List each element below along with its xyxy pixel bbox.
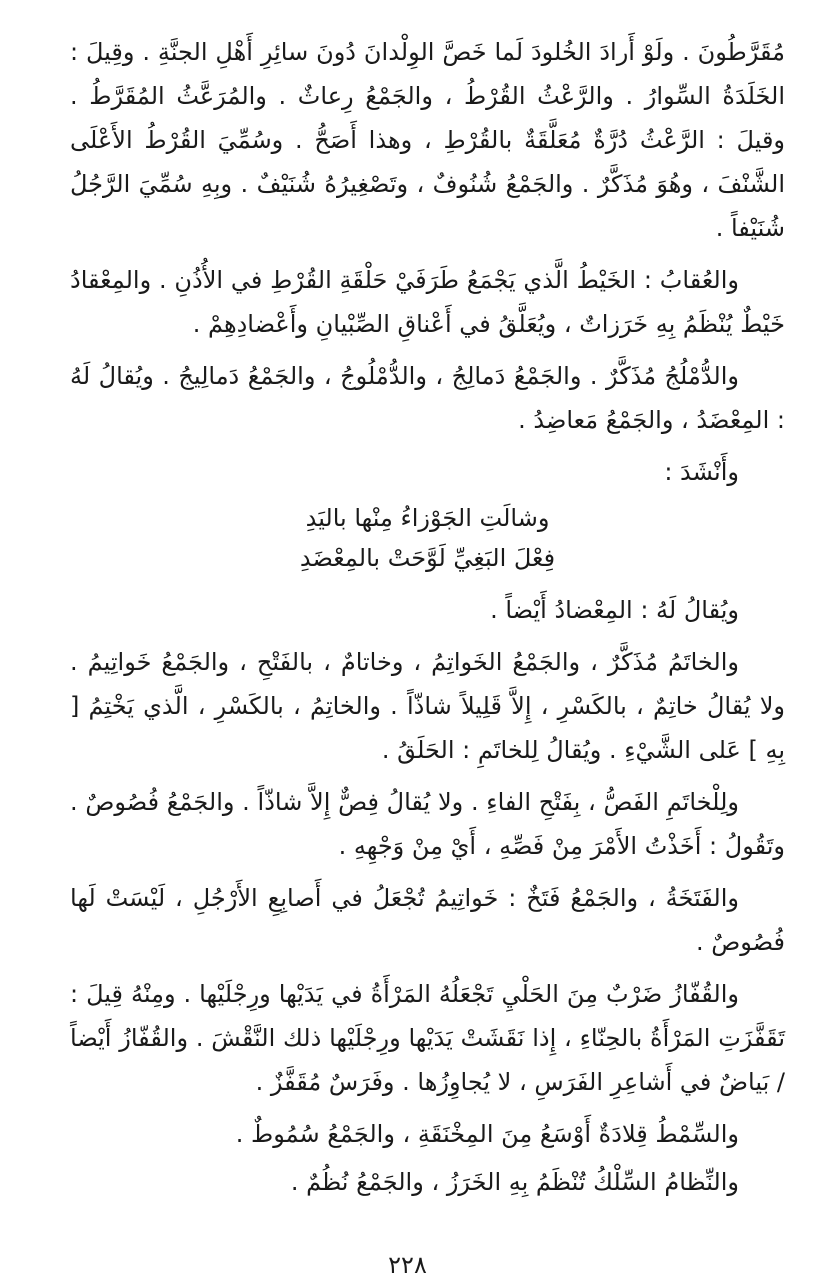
paragraph-khatam: والخاتَمُ مُذَكَّرٌ ، والجَمْعُ الخَواتِمُ ، وخاتامٌ ، بالفَتْحِ ، والجَمْعُ خَواتِيمُ . ولا يُقالُ خاتِمٌ ، بالكَسْرِ ، إِلاَّ قَلِيلاً شاذّاً . والخاتِمُ ، بالكَسْرِ ، الَّذي يَخْتِمُ [ بِهِ ] عَلى الشَّيْءِ . ويُقالُ لِلخاتَمِ : الحَلَقُ .: [70, 648, 785, 764]
anshad-label: وأَنْشَدَ :: [664, 458, 739, 486]
paragraph-midad: ويُقالُ لَهُ : المِعْضادُ أَيْضاً .: [490, 596, 739, 624]
paragraph-fatakha: والفَتَخَةُ ، والجَمْعُ فَتَخٌ : خَواتِيمُ تُجْعَلُ في أَصابِعِ الأَرْجُلِ ، لَيْسَتْ لَها فُصُوصٌ .: [70, 884, 785, 956]
verse-line-2: فِعْلَ البَغِيِّ لَوَّحَتْ بالمِعْضَدِ: [299, 544, 556, 572]
paragraph-simt: والسِّمْطُ قِلادَةٌ أَوْسَعُ مِنَ المِخْنَقَةِ ، والجَمْعُ سُمُوطٌ .: [235, 1120, 739, 1148]
paragraph-qurt: مُقَرَّطُونَ . ولَوْ أَرادَ الخُلودَ لَما خَصَّ الوِلْدانَ دُونَ سائِرِ أَهْلِ الجنَّةِ . وقِيلَ : الخَلَدَةُ السِّوارُ . والرَّعْثُ القُرْطُ ، والجَمْعُ رِعاثٌ . والمُرَعَّثُ المُقَرَّطُ . وقيلَ : الرَّعْثُ دُرَّةٌ مُعَلَّقَةٌ بالقُرْطِ ، وهذا أَصَحُّ . وسُمِّيَ القُرْطُ الأَعْلَى الشَّنْفَ ، وهُوَ مُذَكَّرٌ . والجَمْعُ شُنُوفٌ ، وتَصْغِيرُهُ شُنَيْفٌ . وبِهِ سُمِّيَ الرَّجُلُ شُنَيْفاً .: [70, 38, 785, 242]
verse-line-1: وشالَتِ الجَوْزاءُ مِنْها باليَدِ: [305, 504, 550, 532]
paragraph-nizam: والنِّظامُ السِّلْكُ تُنْظَمُ بِهِ الخَرَزُ ، والجَمْعُ نُظُمٌ .: [290, 1168, 739, 1196]
page-number: ٢٢٨: [388, 1251, 427, 1279]
paragraph-dumluj: والدُّمْلُجُ مُذَكَّرٌ . والجَمْعُ دَمالِجُ ، والدُّمْلُوجُ ، والجَمْعُ دَمالِيجُ . ويُقالُ لَهُ : المِعْضَدُ ، والجَمْعُ مَعاضِدُ .: [70, 362, 785, 434]
paragraph-fass: ولِلْخاتَمِ الفَصُّ ، بِفَتْحِ الفاءِ . ولا يُقالُ فِصٌّ إِلاَّ شاذّاً . والجَمْعُ فُصُوصٌ . وتَقُولُ : أَخَذْتُ الأَمْرَ مِنْ فَصِّهِ ، أَيْ مِنْ وَجْهِهِ .: [70, 788, 785, 860]
paragraph-iqab: والعُقابُ : الخَيْطُ الَّذي يَجْمَعُ طَرَفَيْ حَلْقَةِ القُرْطِ في الأُذُنِ . والمِعْقادُ خَيْطٌ يُنْظَمُ بِهِ خَرَزاتٌ ، ويُعَلَّقُ في أَعْناقِ الصِّبْيانِ وأَعْضادِهِمْ .: [70, 266, 785, 338]
poem-verse: [70, 498, 785, 578]
page-body: [70, 30, 785, 1267]
paragraph-quffaz: والقُفّازُ ضَرْبٌ مِنَ الحَلْيِ تَجْعَلُهُ المَرْأَةُ في يَدَيْها ورِجْلَيْها . ومِنْهُ قِيلَ : تَقَفَّزَتِ المَرْأَةُ بالحِنّاءِ ، إِذا نَقَشَتْ يَدَيْها ورِجْلَيْها ذلك النَّقْشَ . والقُفّازُ أَيْضاً / بَياضٌ في أَشاعِرِ الفَرَسِ ، لا يُجاوِزُها . وفَرَسٌ مُقَفَّزٌ .: [70, 980, 785, 1096]
